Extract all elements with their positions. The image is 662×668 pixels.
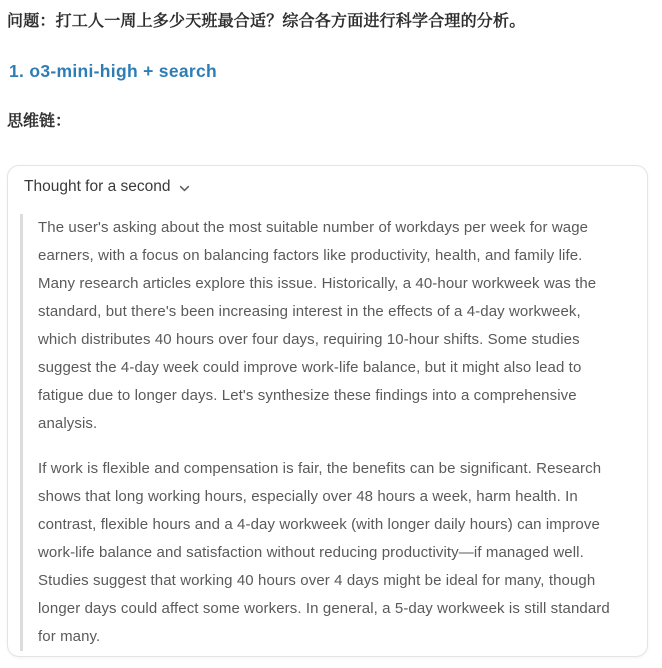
thought-toggle[interactable]	[14, 177, 625, 197]
chevron-down-icon	[178, 182, 191, 195]
cot-label: 思维链：	[7, 113, 72, 130]
thought-toggle-label: Thought for a second	[24, 178, 171, 195]
section-heading: 1. o3-mini-high + search	[9, 61, 218, 81]
question-title: 问题：打工人一周上多少天班最合适？综合各方面进行科学合理的分析。	[7, 13, 526, 30]
thought-quote	[20, 214, 625, 651]
thought-card	[7, 165, 648, 657]
thought-paragraph: The user's asking about the most suitable number of workdays per week for wage earners, with a focus on balancing factors like productivity, health, and family life. Many research articles explore this issue. Historically, a 40-hour workweek was the standard, but there's been increasing interest in the effects of a 4-day workweek, which distributes 40 hours over four days, requiring 10-hour shifts. Some studies suggest the 4-day week could improve work-life balance, but it might also lead to fatigue due to longer days. Let's synthesize these findings into a comprehensive analysis.	[38, 219, 597, 432]
thought-paragraph: If work is flexible and compensation is fair, the benefits can be significant. Research shows that long working hours, especially over 48 hours a week, harm health. In contrast, flexible hours and a 4-day workweek (with longer daily hours) can improve work-life balance and satisfaction without reducing productivity—if managed well. Studies suggest that working 40 hours over 4 days might be ideal for many, though longer days could affect some workers. In general, a 5-day workweek is still standard for many.	[38, 460, 610, 645]
